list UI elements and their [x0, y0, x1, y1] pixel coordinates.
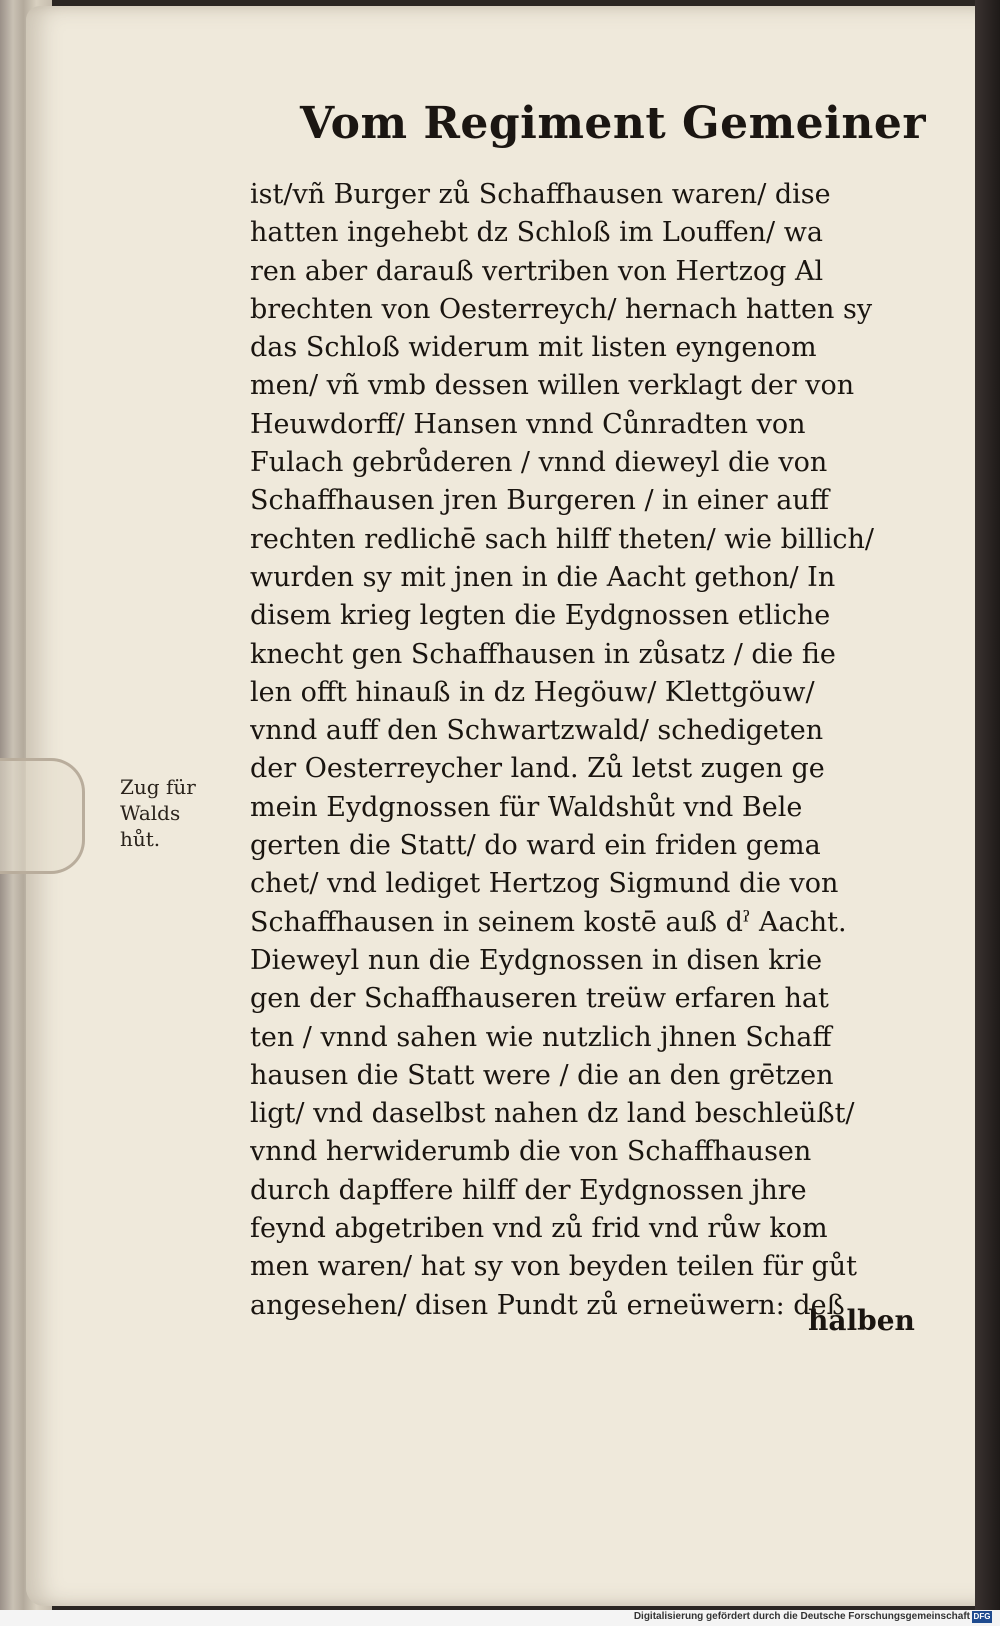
text-line: Heuwdorff/ Hansen vnnd Cůnradten von — [250, 408, 806, 440]
footer-credit: Digitalisierung gefördert durch die Deutsche Forschungsgemeinschaft — [633, 1611, 970, 1622]
marginal-note-line: Zug für — [120, 775, 196, 799]
marginal-note-line: hůt. — [120, 827, 161, 851]
text-line: men/ vñ vmb dessen willen verklagt der von — [250, 370, 855, 402]
text-line: disem krieg legten die Eydgnossen etliche — [250, 600, 831, 632]
text-line: hatten ingehebt dz Schloß im Louffen/ wa — [250, 217, 823, 249]
text-line: mein Eydgnossen für Waldshůt vnd Bele — [250, 791, 803, 823]
text-line: Dieweyl nun die Eydgnossen in disen krie — [250, 944, 823, 976]
text-line: ten / vnnd sahen wie nutzlich jhnen Schaff — [250, 1021, 832, 1053]
text-line: vnnd auff den Schwartzwald/ schedigeten — [250, 715, 824, 747]
text-line: feynd abgetriben vnd zů frid vnd růw kom — [250, 1213, 828, 1245]
running-head: Vom Regiment Gemeiner — [300, 98, 927, 149]
text-line: vnnd herwiderumb die von Schaffhausen — [250, 1136, 812, 1168]
text-line: angesehen/ disen Pundt zů erneüwern: deß — [250, 1289, 845, 1321]
page-clip — [0, 758, 85, 874]
text-line: hausen die Statt were / die an den grētzen — [250, 1059, 834, 1091]
text-line: ist/vñ Burger zů Schaffhausen waren/ dise — [250, 179, 831, 210]
text-line: rechten redlichē sach hilff theten/ wie billich/ — [250, 523, 875, 555]
text-line: Schaffhausen jren Burgeren / in einer auff — [250, 485, 829, 517]
marginal-note — [120, 774, 230, 852]
catchword: halben — [808, 1304, 915, 1337]
text-line: knecht gen Schaffhausen in zůsatz / die fie — [250, 638, 836, 670]
text-line: gen der Schaffhauseren treüw erfaren hat — [250, 983, 829, 1015]
text-line: men waren/ hat sy von beyden teilen für gůt — [250, 1251, 857, 1283]
text-line: wurden sy mit jnen in die Aacht gethon/ In — [250, 561, 836, 593]
text-line: chet/ vnd lediget Hertzog Sigmund die von — [250, 868, 839, 900]
text-line: durch dapffere hilff der Eydgnossen jhre — [250, 1174, 807, 1206]
text-line: brechten von Oesterreych/ hernach hatten sy — [250, 293, 873, 325]
text-line: der Oesterreycher land. Zů letst zugen ge — [250, 753, 825, 785]
text-line: das Schloß widerum mit listen eyngenom — [250, 332, 817, 364]
text-line: gerten die Statt/ do ward ein friden gema — [250, 830, 821, 862]
text-line: len offt hinauß in dz Hegöuw/ Klettgöuw/ — [250, 676, 815, 708]
text-line: Schaffhausen in seinem kostē auß dˀ Aacht. — [250, 906, 847, 938]
text-line: ren aber darauß vertriben von Hertzog Al — [250, 255, 824, 287]
dfg-logo: DFG — [973, 1612, 991, 1621]
text-line: Fulach gebrůderen / vnnd dieweyl die von — [250, 447, 828, 479]
page-gutter-shadow — [975, 0, 1000, 1610]
body-text — [250, 176, 940, 1325]
marginal-note-line: Walds — [120, 801, 181, 825]
text-line: ligt/ vnd daselbst nahen dz land beschleüßt/ — [250, 1098, 855, 1130]
